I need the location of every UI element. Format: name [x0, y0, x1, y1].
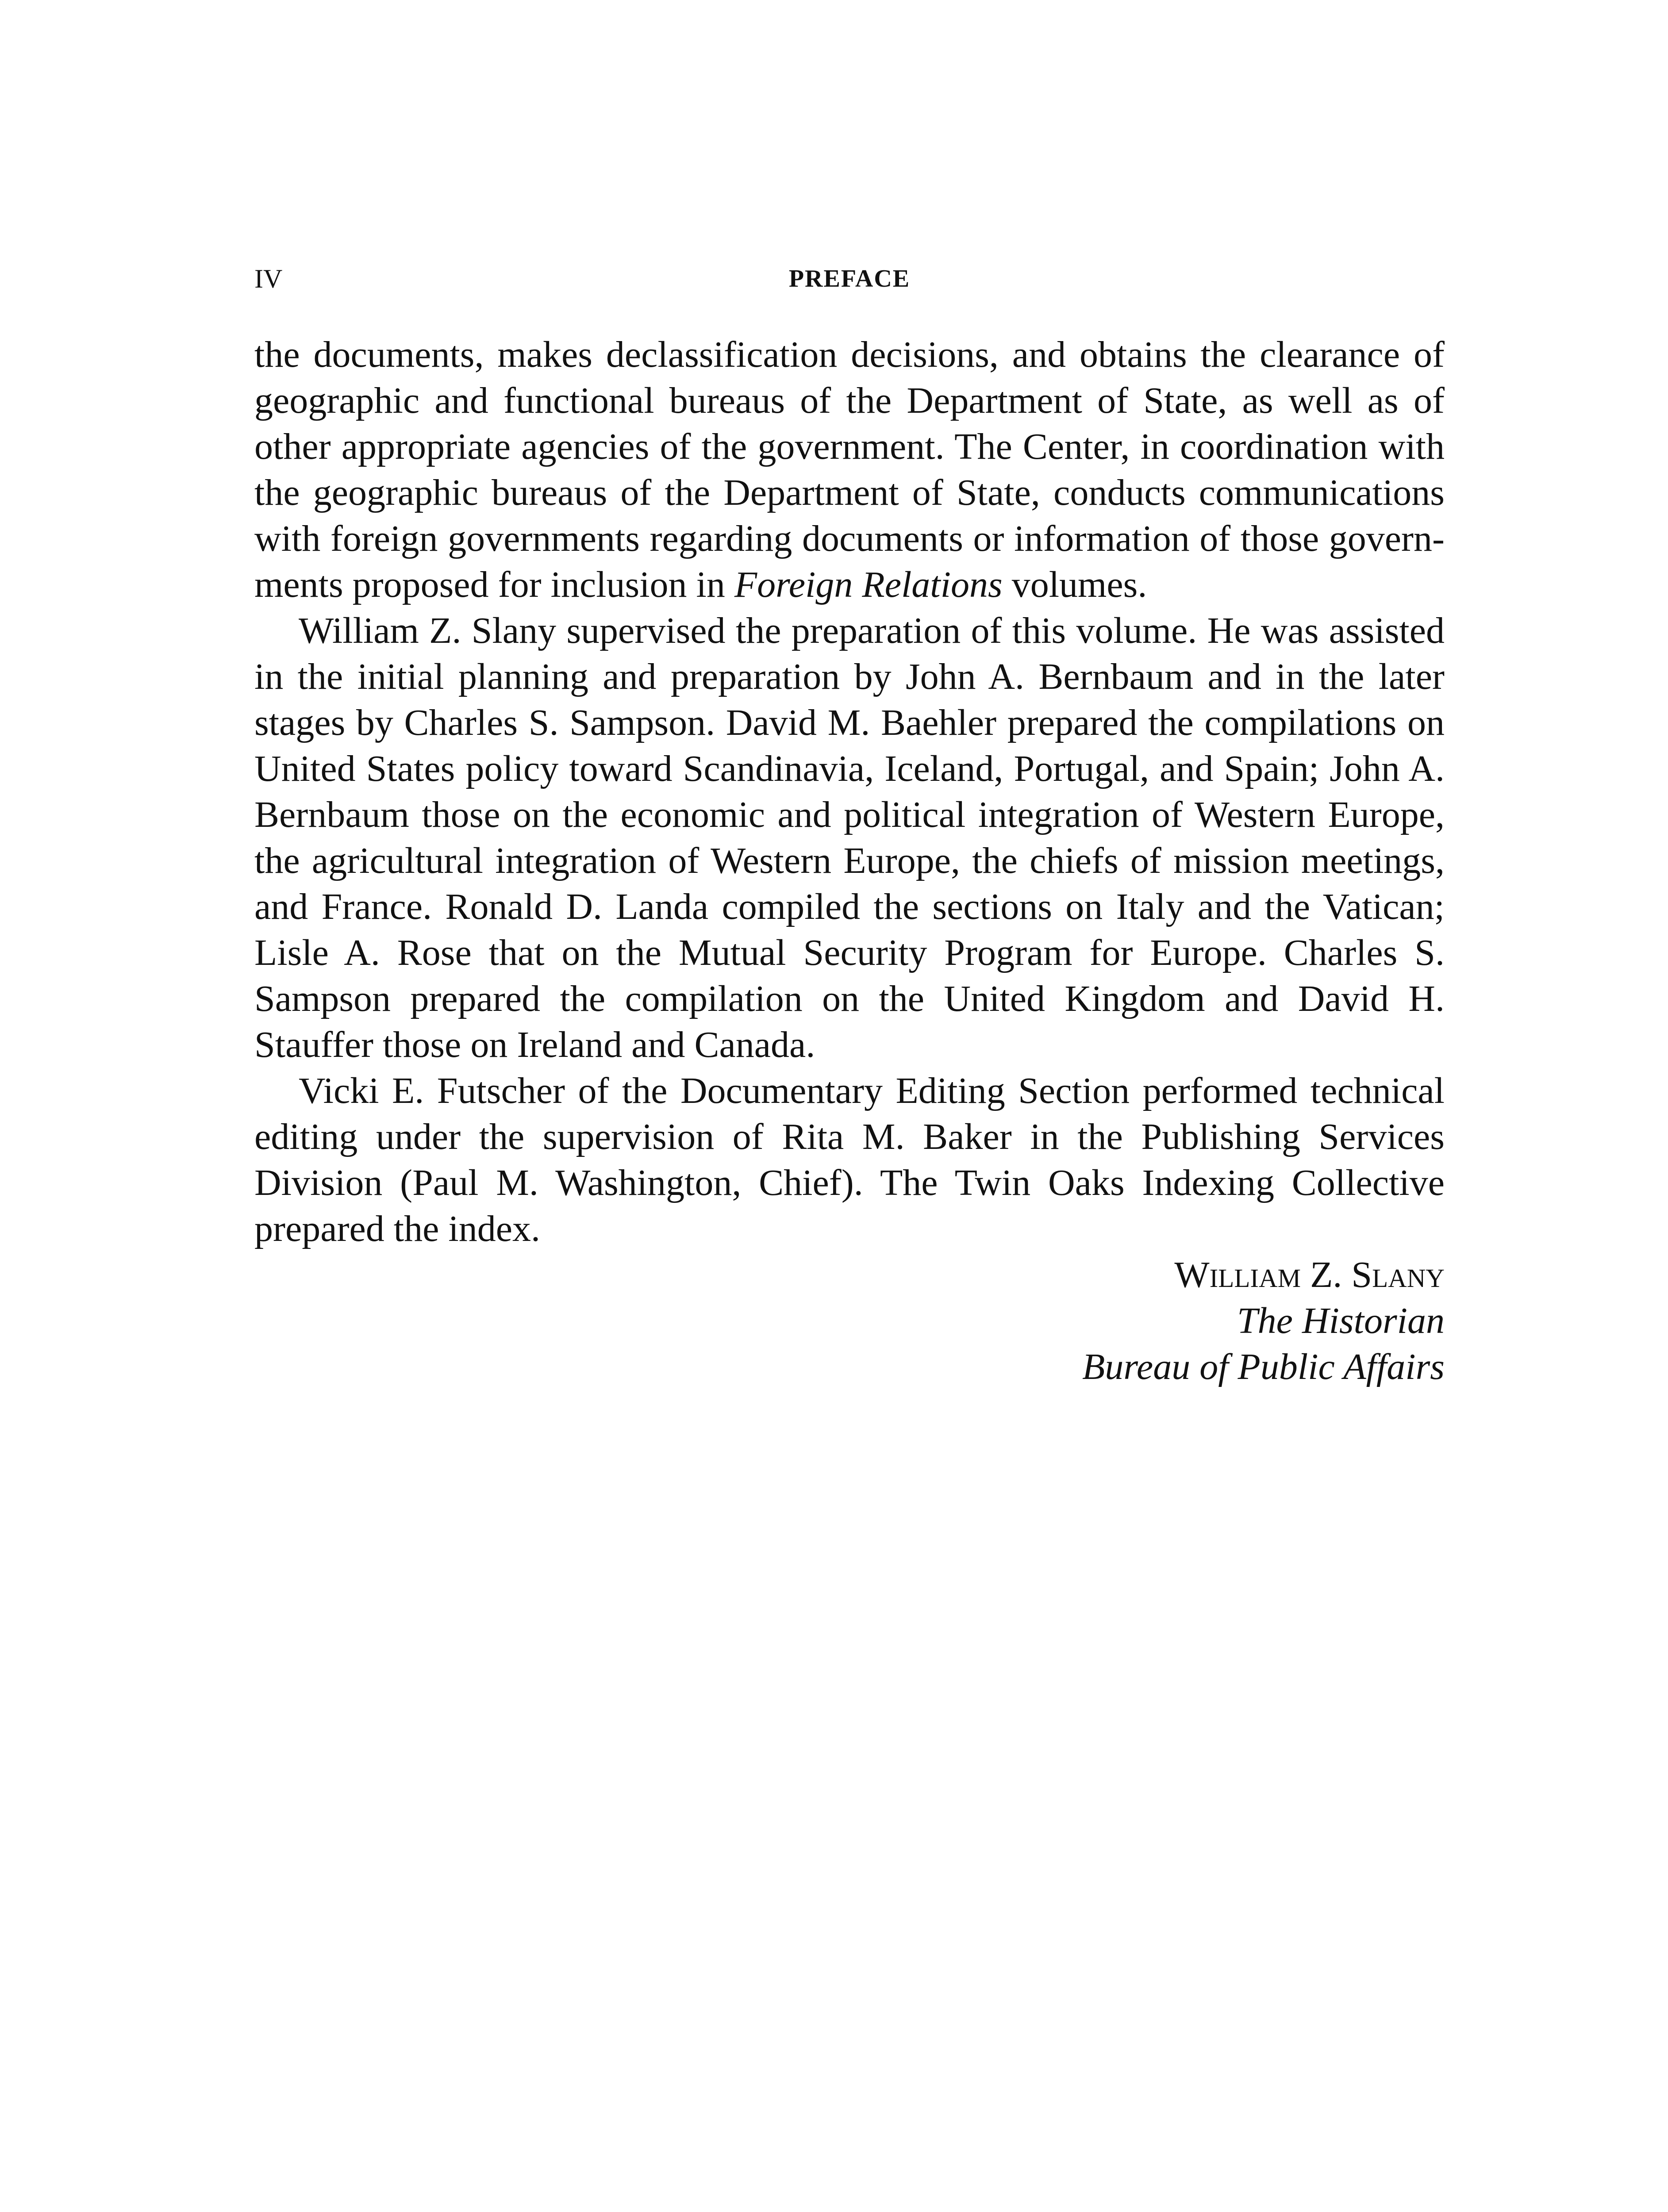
- publication-title: Foreign Relations: [734, 564, 1003, 605]
- page-number: IV: [254, 264, 283, 293]
- paragraph-1-text: the documents, makes declassification decisions, and obtains the clearance of geographic and functional bureaus of the Department of State, as well as of other appropriate agencies of the government. The Center, in coordination with the geographic bureaus of the Department of State, conducts communications with foreign governments regarding documents or information of those governments proposed for inclusion in: [254, 334, 1445, 605]
- paragraph-3: Vicki E. Futscher of the Documentary Editing Section performed technical editing under the supervision of Rita M. Baker in the Publishing Services Division (Paul M. Washington, Chief). The Twin Oaks Indexing Collective prepared the index.: [254, 1070, 1445, 1249]
- running-head: PREFACE: [788, 265, 911, 292]
- page-header: [254, 259, 1445, 299]
- signature-title: The Historian: [1237, 1300, 1445, 1341]
- paragraph-1: [254, 332, 1445, 608]
- paragraph-2: William Z. Slany supervised the preparation of this volume. He was assisted in the initial planning and preparation by John A. Bernbaum and in the later stages by Charles S. Sampson. David M. Baehler prepared the compilations on United States policy toward Scandinavia, Iceland, Portugal, and Spain; John A. Bernbaum those on the economic and political integration of Western Europe, the agricultural integration of Western Europe, the chiefs of mission meetings, and France. Ronald D. Landa compiled the sections on Italy and the Vatican; Lisle A. Rose that on the Mutual Security Program for Europe. Charles S. Sampson prepared the compilation on the United Kingdom and David H. Stauffer those on Ireland and Canada.: [254, 610, 1445, 1065]
- signature-block: [254, 1252, 1445, 1390]
- signature-bureau: Bureau of Public Affairs: [1082, 1346, 1445, 1387]
- paragraph-1-end: volumes.: [1002, 564, 1147, 605]
- preface-body: [254, 332, 1445, 1390]
- signature-name: William Z. Slany: [1174, 1254, 1445, 1295]
